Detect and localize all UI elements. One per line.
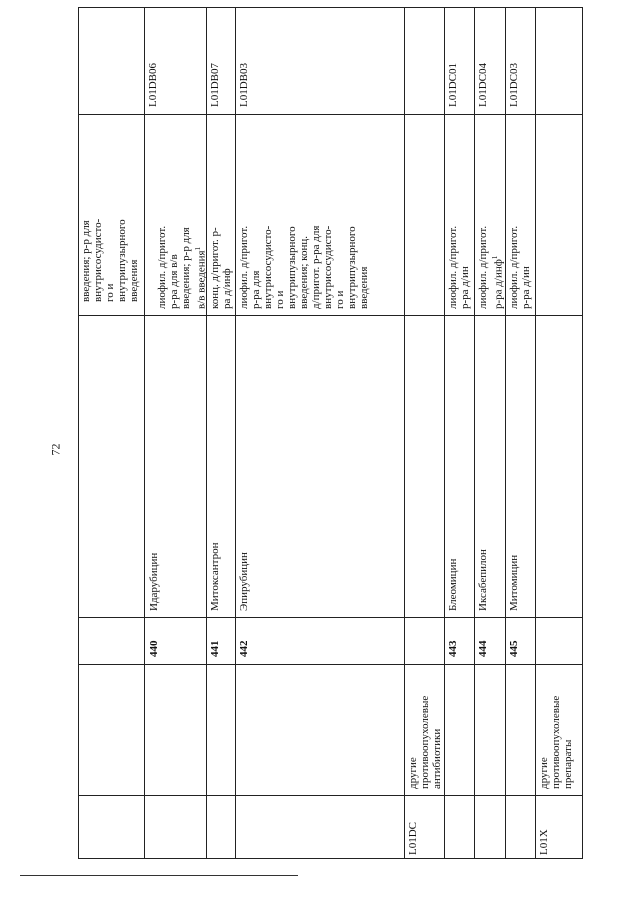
- row-number-cell: 444: [477, 640, 489, 657]
- dosage-form-cell: лиофил. д/пригот. р-ра д/инф$^1$: [477, 225, 505, 309]
- row-line: [235, 7, 236, 859]
- dosage-form-cell: лиофил. д/пригот. р-ра д/ин: [447, 225, 471, 309]
- row-number-cell: 445: [508, 640, 520, 657]
- column-line: [78, 617, 583, 618]
- group-code-cell: L01X: [538, 829, 550, 855]
- drug-name-cell: Эпирубицин: [238, 552, 250, 611]
- dosage-form-cell: лиофил. д/пригот. р-ра для в/в введения; р-р для в/в введения$^1$: [156, 225, 208, 309]
- drug-name-cell: Митомицин: [508, 554, 520, 611]
- drug-name-cell: Идарубицин: [148, 552, 160, 611]
- footnote-mark: 1: [491, 255, 499, 260]
- footnote-separator: [20, 875, 298, 876]
- drug-name-cell: Блеомицин: [447, 558, 459, 611]
- atc-code-cell: L01DC03: [508, 63, 520, 107]
- drug-name-cell: Иксабепилон: [477, 549, 489, 611]
- row-line: [78, 7, 79, 859]
- group-name-cell: другие противоопухолевые препараты: [538, 695, 574, 789]
- row-line: [206, 7, 207, 859]
- row-number-cell: 441: [209, 640, 221, 657]
- atc-code-cell: L01DB06: [147, 63, 159, 107]
- atc-code-cell: L01DB07: [209, 63, 221, 107]
- column-line: [78, 114, 583, 115]
- drug-table: [78, 7, 583, 859]
- dosage-form-cell: лиофил. д/пригот. р-ра д/ин: [508, 225, 532, 309]
- column-line: [78, 795, 583, 796]
- column-line: [78, 7, 583, 8]
- row-line: [535, 7, 536, 859]
- row-line: [144, 7, 145, 859]
- atc-code-cell: L01DC04: [477, 63, 489, 107]
- row-line: [474, 7, 475, 859]
- atc-code-cell: L01DB03: [238, 63, 250, 107]
- column-line: [78, 858, 583, 859]
- dosage-form-cell: конц. д/пригот. р- ра д/инф: [209, 227, 233, 309]
- footnote-mark: 1: [194, 246, 202, 251]
- column-line: [78, 315, 583, 316]
- row-number-cell: 442: [238, 640, 250, 657]
- drug-name-cell: Митоксантрон: [209, 542, 221, 611]
- row-number-cell: 443: [447, 640, 459, 657]
- atc-code-cell: L01DC01: [447, 63, 459, 107]
- dosage-form-cell: введения; р-р для внутрисосудисто- го и внутрипузырного введения: [80, 218, 140, 302]
- row-line: [444, 7, 445, 859]
- column-line: [78, 664, 583, 665]
- group-code-cell: L01DC: [407, 822, 419, 855]
- dosage-form-cell: лиофил. д/пригот. р-ра для внутрисосудисто- го и внутрипузырного введения; конц. д/пригот. р-ра для внутрисосудисто- го и внутрипузырного введения: [238, 225, 370, 309]
- group-name-cell: другие противоопухолевые антибиотики: [407, 695, 443, 789]
- row-line: [505, 7, 506, 859]
- row-line: [582, 7, 583, 859]
- row-number-cell: 440: [148, 640, 160, 657]
- page-number: 72: [48, 443, 63, 456]
- row-line: [404, 7, 405, 859]
